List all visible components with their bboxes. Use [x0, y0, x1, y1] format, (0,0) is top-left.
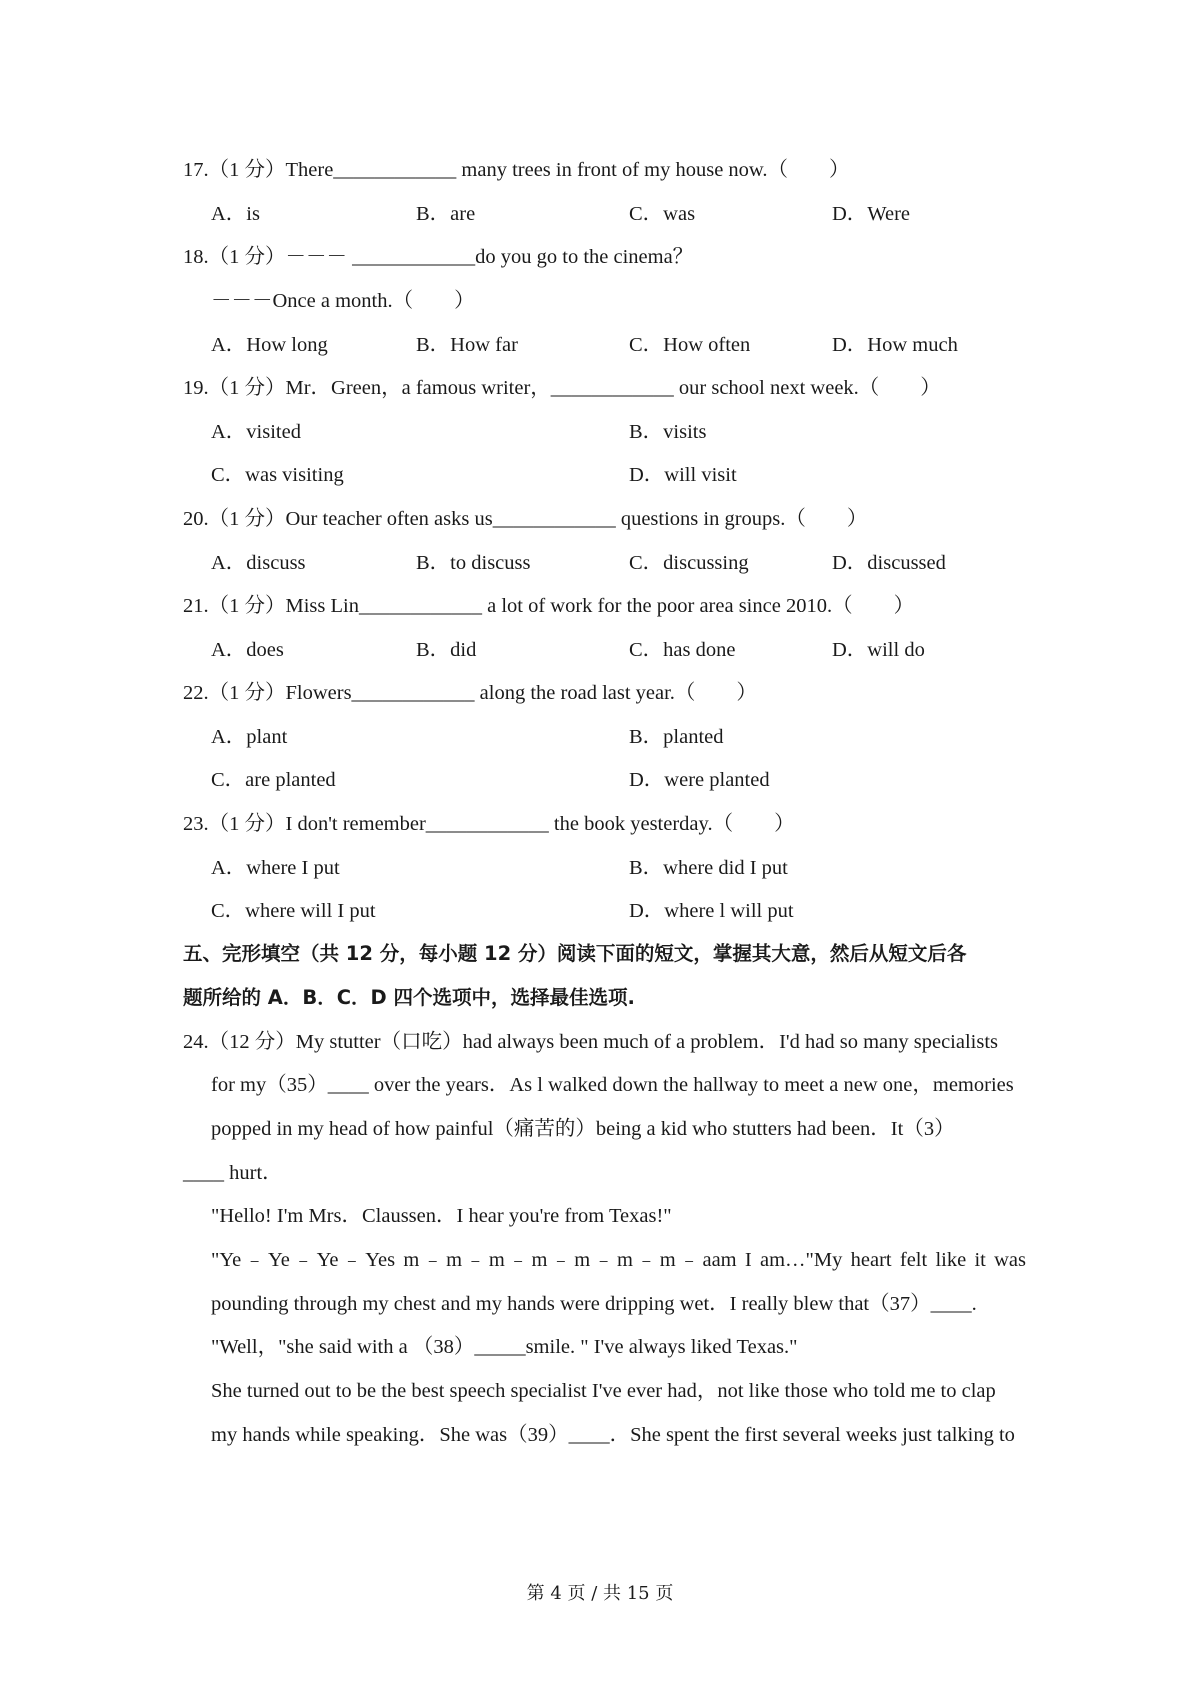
q23-option-d: D．where l will put: [629, 900, 794, 922]
q23-option-c: C．where will I put: [211, 900, 376, 922]
q21-option-d: D．will do: [832, 639, 925, 661]
q18-option-b: B．How far: [416, 334, 518, 356]
question-21-stem: 21.（1 分）Miss Lin____________ a lot of work for the poor area since 2010.（ ）: [183, 595, 915, 617]
q19-option-a: A．visited: [211, 421, 301, 443]
question-22-stem: 22.（1 分）Flowers____________ along the road last year.（ ）: [183, 682, 757, 704]
question-20-stem: 20.（1 分）Our teacher often asks us____________ questions in groups.（ ）: [183, 508, 868, 530]
q19-option-c: C．was visiting: [211, 464, 344, 486]
page-footer: 第 4 页 / 共 15 页: [526, 1583, 674, 1604]
passage-line-1: 24.（12 分）My stutter（口吃）had always been much of a problem．I'd had so many specialists: [183, 1031, 999, 1053]
q22-option-c: C．are planted: [211, 769, 336, 791]
passage-line-2: for my（35）____ over the years．As l walked down the hallway to meet a new one，memories: [211, 1074, 1014, 1096]
q22-option-a: A．plant: [211, 726, 288, 748]
q17-option-c: C．was: [629, 203, 696, 225]
question-18-stem-reply: －－－Once a month.（ ）: [211, 290, 475, 312]
q21-option-c: C．has done: [629, 639, 736, 661]
q22-option-b: B．planted: [629, 726, 724, 748]
section-5-heading-line2: 题所给的 A．B．C．D 四个选项中，选择最佳选项.: [183, 986, 635, 1009]
passage-line-7: pounding through my chest and my hands were dripping wet．I really blew that（37）____.: [211, 1293, 977, 1315]
question-17-stem: 17.（1 分）There____________ many trees in front of my house now.（ ）: [183, 159, 850, 181]
q20-option-d: D．discussed: [832, 552, 946, 574]
q23-option-a: A．where I put: [211, 857, 340, 879]
q17-option-b: B．are: [416, 203, 476, 225]
q18-option-c: C．How often: [629, 334, 751, 356]
passage-line-9: She turned out to be the best speech specialist I've ever had，not like those who told me to clap: [211, 1380, 996, 1402]
passage-line-3: popped in my head of how painful（痛苦的）being a kid who stutters had been．It（3）: [211, 1118, 955, 1140]
question-23-stem: 23.（1 分）I don't remember____________ the book yesterday.（ ）: [183, 813, 795, 835]
question-18-stem: 18.（1 分）－－－ ____________do you go to the cinema？: [183, 246, 694, 268]
section-5-heading-line1: 五、完形填空（共 12 分，每小题 12 分）阅读下面的短文，掌握其大意，然后从短文后各: [183, 942, 967, 965]
q18-option-a: A．How long: [211, 334, 328, 356]
q17-option-a: A．is: [211, 203, 260, 225]
passage-line-4: ____ hurt．: [183, 1162, 283, 1184]
q22-option-d: D．were planted: [629, 769, 770, 791]
q23-option-b: B．where did I put: [629, 857, 788, 879]
question-19-stem: 19.（1 分）Mr．Green，a famous writer，____________ our school next week.（ ）: [183, 377, 941, 399]
q20-option-b: B．to discuss: [416, 552, 531, 574]
q19-option-b: B．visits: [629, 421, 707, 443]
q20-option-c: C．discussing: [629, 552, 749, 574]
q17-option-d: D．Were: [832, 203, 911, 225]
passage-line-6: "Ye﹣Ye﹣Ye﹣Yes m﹣m﹣m﹣m﹣m﹣m﹣m﹣aam I am…"My heart felt like it was: [211, 1249, 1026, 1271]
q21-option-b: B．did: [416, 639, 477, 661]
q18-option-d: D．How much: [832, 334, 958, 356]
passage-line-8: "Well，"she said with a （38）_____smile. " I've always liked Texas.": [211, 1336, 798, 1358]
passage-line-5: "Hello! I'm Mrs．Claussen．I hear you're from Texas!": [211, 1205, 672, 1227]
q20-option-a: A．discuss: [211, 552, 306, 574]
q19-option-d: D．will visit: [629, 464, 737, 486]
passage-line-10: my hands while speaking．She was（39）____．She spent the first several weeks just talking to: [211, 1424, 1015, 1446]
q21-option-a: A．does: [211, 639, 284, 661]
